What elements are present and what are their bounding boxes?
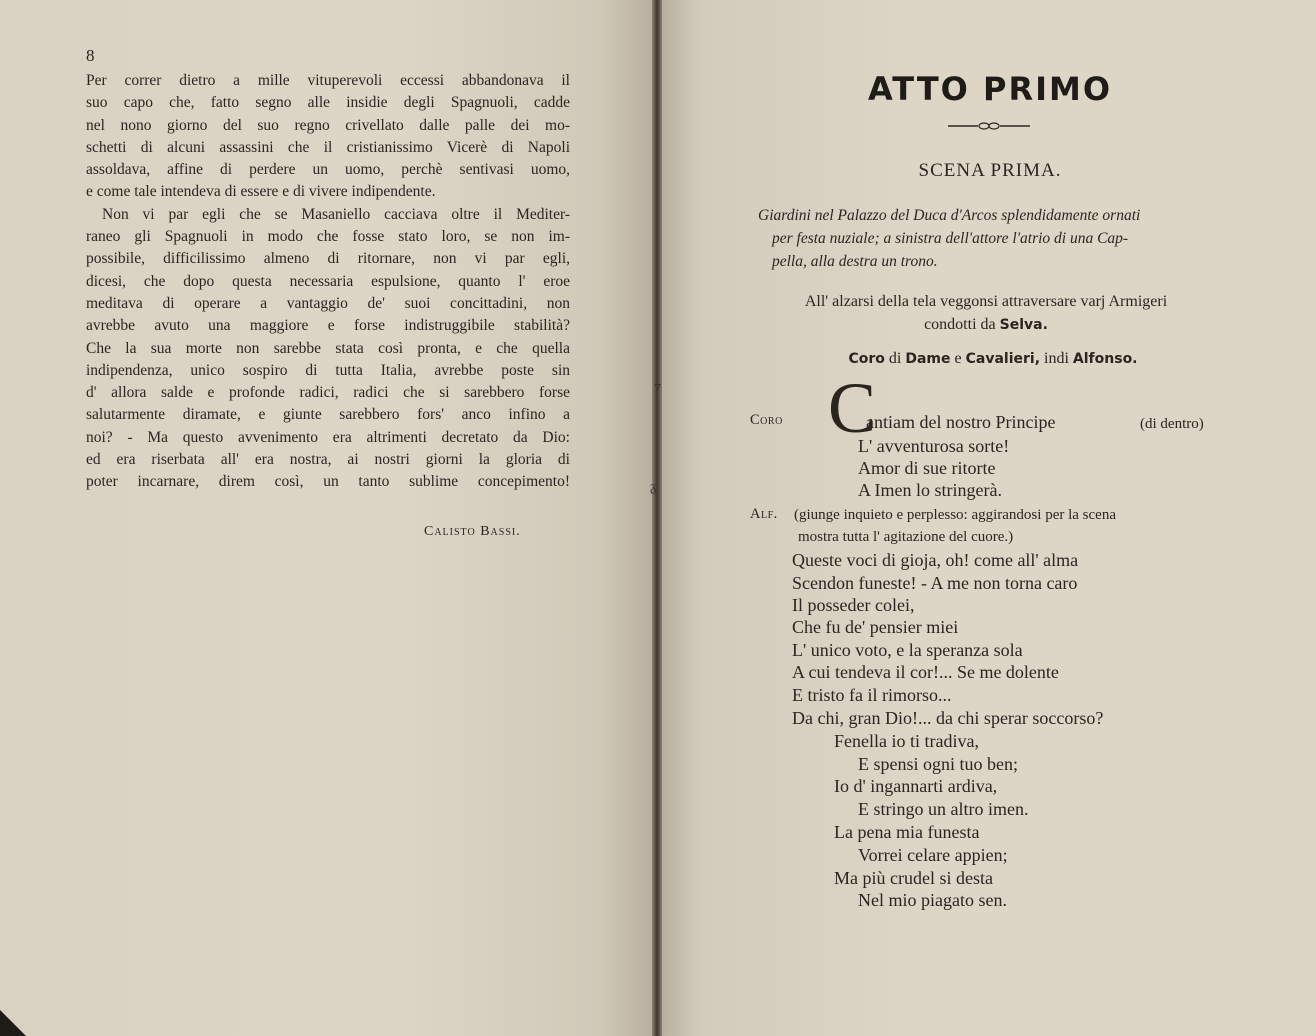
connector-text: indi [1044,350,1069,367]
left-page [0,0,652,1036]
aria-line: Nel mio piagato sen. [858,890,1007,910]
verse-line: Il posseder colei, [792,595,915,615]
text-line: noi? - Ma questo avvenimento era altrimenti decretato da Dio: [86,428,570,446]
aria-line: Io d' ingannarti ardiva, [834,776,998,796]
raise-line: All' alzarsi della tela veggonsi attraversare varj Armigeri [804,293,1168,310]
stage-note: mostra tutta l' agitazione del cuore.) [798,529,1014,545]
verse-line: Scendon funeste! - A me non torna caro [792,573,1078,593]
speaker-alfonso: Alf. [750,506,778,522]
text-line: possibile, difficilissimo almeno di ritornare, non vi par egli, [86,250,570,268]
text-line: Che la sua morte non sarebbe stata così pronta, e che quella [86,339,570,357]
text-line: meditava di operare a vantaggio de' suoi concittadini, non [86,294,570,312]
speaker-coro: Coro [750,412,783,428]
drop-capital: C [828,368,877,448]
aria-line: E stringo un altro imen. [858,799,1029,819]
verse-line: A Imen lo stringerà. [858,480,1002,500]
text-line: Per correr dietro a mille vituperevoli eccessi abbandonava il [86,72,570,89]
text-line: e come tale intendeva di essere e di vivere indipendente. [86,183,436,201]
stage-direction [758,204,1224,273]
stage-note: (giunge inquieto e perplesso: aggirandosi per la scena [794,507,1116,523]
character-name: Dame [905,351,951,367]
gutter-mark: 7 [654,382,661,397]
act-title: ATTO PRIMO [867,70,1113,108]
page-number: 8 [86,46,95,65]
stage-line: pella, alla destra un trono. [772,253,938,270]
text-line: Non vi par egli che se Masaniello cacciava oltre il Mediter- [102,205,570,223]
preface-text [86,70,570,494]
verse-line: L' unico voto, e la speranza sola [792,640,1023,660]
stage-line: per festa nuziale; a sinistra dell'attore l'atrio di una Cap- [772,230,1129,247]
gutter-mark: ᵹ [650,480,657,495]
verse-line: Queste voci di gioja, oh! come all' alma [792,550,1079,570]
verse-line: L' avventurosa sorte! [858,436,1010,456]
page-corner [0,1010,26,1036]
verse-line: A cui tendeva il cor!... Se me dolente [792,662,1059,682]
right-page [662,0,1316,1036]
connector-text: di [888,350,902,367]
text-line: avrebbe avuto una maggiore e forse indistruggibile stabilità? [86,317,570,335]
stage-line: Giardini nel Palazzo del Duca d'Arcos splendidamente ornati [758,207,1141,224]
aria-line: Ma più crudel si desta [834,868,993,888]
verse-line: Che fu de' pensier miei [792,617,959,637]
curtain-rise-text [758,290,1214,337]
text-line: suo capo che, fatto segno alle insidie degli Spagnuoli, cadde [86,94,570,112]
verse-line: Da chi, gran Dio!... da chi sperar soccorso? [792,708,1104,728]
character-name: Cavalieri, [965,351,1041,367]
text-line: schetti di alcuni assassini che il cristianissimo Vicerè di Napoli [86,138,570,156]
verse-line: E tristo fa il rimorso... [792,685,952,705]
text-line: poter incarnare, direm così, un tanto sublime concepimento! [86,473,570,491]
verse-line: antiam del nostro Principe [866,412,1056,432]
text-line: nel nono giorno del suo regno crivellato dalle palle dei mo- [86,116,570,134]
raise-line: condotti da [924,316,996,333]
text-line: assoldava, affine di perdere un uomo, perchè sentivasi uomo, [86,161,570,179]
author-signature: Calisto Bassi. [424,524,521,539]
book-gutter [652,0,662,1036]
ornament-divider-icon [948,120,1030,132]
aria-line: Fenella io ti tradiva, [834,731,979,751]
stage-note: (di dentro) [1140,416,1204,432]
scene-title: SCENA PRIMA. [918,160,1062,181]
character-name: Selva. [999,317,1048,333]
aria-line: La pena mia funesta [834,822,980,842]
text-line: dicesi, che dopo questa necessaria espulsione, quanto l' eroe [86,272,570,290]
characters-line [758,350,1228,368]
verse-line: Amor di sue ritorte [858,458,996,478]
text-line: salutarmente diramate, e giunte sarebbero fors' anco infino a [86,406,570,424]
aria-line: Vorrei celare appien; [858,845,1008,865]
character-name: Coro [848,351,885,367]
character-name: Alfonso. [1072,351,1138,367]
aria-line: E spensi ogni tuo ben; [858,754,1018,774]
text-line: d' allora salde e profonde radici, radici che si sarebbero forse [86,384,570,402]
connector-text: e [954,350,962,367]
text-line: indipendenza, unico sospiro di tutta Italia, avrebbe poste sin [86,361,570,379]
text-line: raneo gli Spagnuoli in modo che fosse stato loro, se non im- [86,228,570,246]
text-line: ed era riserbata all' era nostra, ai nostri giorni la gloria di [86,451,570,469]
